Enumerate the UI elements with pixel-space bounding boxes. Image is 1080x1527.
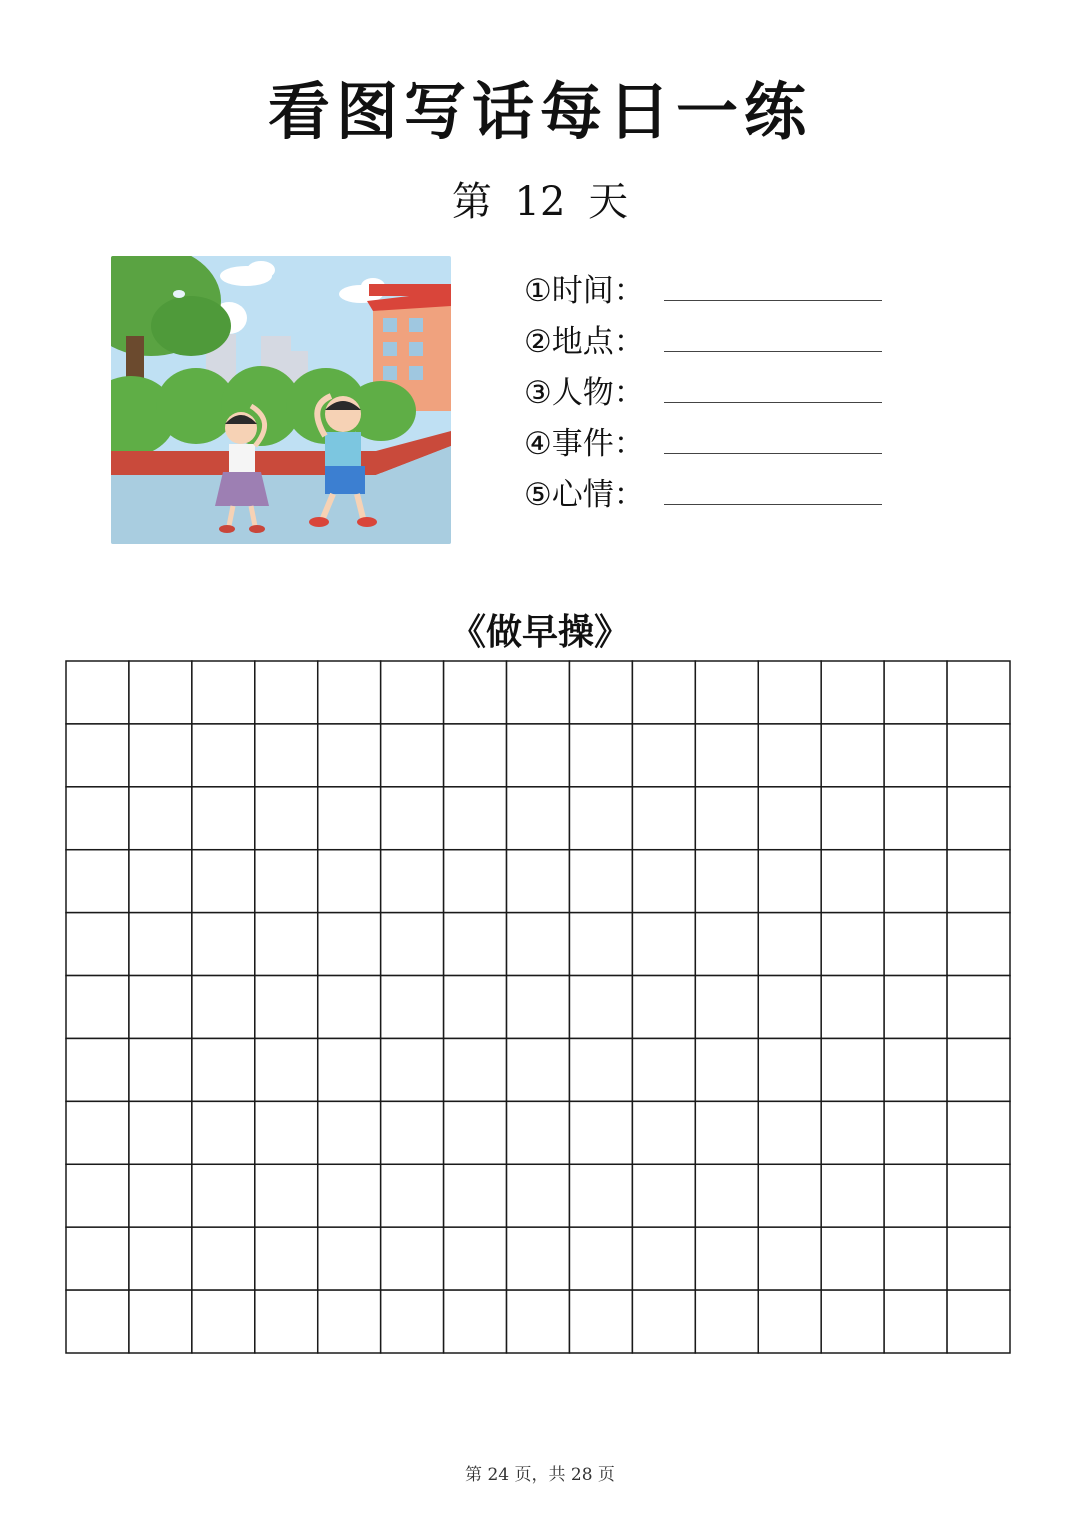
grid-cell[interactable]	[569, 850, 632, 913]
grid-cell[interactable]	[192, 661, 255, 724]
grid-cell[interactable]	[821, 1290, 884, 1353]
grid-cell[interactable]	[255, 661, 318, 724]
grid-cell[interactable]	[821, 1038, 884, 1101]
grid-cell[interactable]	[758, 1227, 821, 1290]
grid-cell[interactable]	[758, 787, 821, 850]
grid-cell[interactable]	[255, 1227, 318, 1290]
grid-cell[interactable]	[444, 787, 507, 850]
grid-cell[interactable]	[129, 1101, 192, 1164]
grid-cell[interactable]	[255, 976, 318, 1039]
grid-cell[interactable]	[192, 850, 255, 913]
grid-cell[interactable]	[569, 787, 632, 850]
grid-cell[interactable]	[695, 661, 758, 724]
grid-cell[interactable]	[758, 1038, 821, 1101]
question-label: ⑤心情：	[524, 477, 645, 513]
grid-cell[interactable]	[381, 1290, 444, 1353]
grid-cell[interactable]	[129, 1038, 192, 1101]
grid-cell[interactable]	[129, 787, 192, 850]
grid-cell[interactable]	[884, 1227, 947, 1290]
grid-cell[interactable]	[318, 787, 381, 850]
question-list	[524, 262, 924, 517]
grid-cell[interactable]	[632, 850, 695, 913]
grid-cell[interactable]	[695, 1290, 758, 1353]
grid-cell[interactable]	[821, 913, 884, 976]
grid-cell[interactable]	[192, 787, 255, 850]
grid-cell[interactable]	[695, 1164, 758, 1227]
grid-cell[interactable]	[66, 724, 129, 787]
grid-cell[interactable]	[444, 661, 507, 724]
grid-cell[interactable]	[444, 850, 507, 913]
grid-cell[interactable]	[66, 850, 129, 913]
question-label: ①时间：	[524, 273, 645, 309]
grid-cell[interactable]	[947, 913, 1010, 976]
grid-cell[interactable]	[318, 1164, 381, 1227]
grid-cell[interactable]	[947, 661, 1010, 724]
grid-cell[interactable]	[66, 1038, 129, 1101]
grid-cell[interactable]	[255, 913, 318, 976]
grid-cell[interactable]	[318, 1038, 381, 1101]
grid-cell[interactable]	[381, 913, 444, 976]
answer-line[interactable]	[664, 453, 882, 454]
grid-cell[interactable]	[569, 976, 632, 1039]
question-label: ④事件：	[524, 426, 645, 462]
grid-cell[interactable]	[947, 1227, 1010, 1290]
grid-cell[interactable]	[569, 661, 632, 724]
grid-cell[interactable]	[318, 724, 381, 787]
grid-cell[interactable]	[507, 850, 570, 913]
grid-cell[interactable]	[507, 913, 570, 976]
grid-cell[interactable]	[192, 1227, 255, 1290]
grid-cell[interactable]	[444, 913, 507, 976]
writing-grid[interactable]	[65, 660, 1011, 1354]
grid-cell[interactable]	[507, 1038, 570, 1101]
grid-cell[interactable]	[569, 1290, 632, 1353]
grid-cell[interactable]	[66, 1227, 129, 1290]
grid-cell[interactable]	[129, 1164, 192, 1227]
grid-cell[interactable]	[821, 850, 884, 913]
grid-cell[interactable]	[381, 1038, 444, 1101]
grid-cell[interactable]	[632, 724, 695, 787]
grid-cell[interactable]	[632, 1038, 695, 1101]
grid-cell[interactable]	[318, 661, 381, 724]
grid-cell[interactable]	[66, 1164, 129, 1227]
grid-cell[interactable]	[381, 787, 444, 850]
grid-cell[interactable]	[507, 1101, 570, 1164]
grid-cell[interactable]	[255, 787, 318, 850]
page-footer: 第 24 页，共 28 页	[465, 1465, 615, 1485]
grid-cell[interactable]	[507, 1290, 570, 1353]
grid-cell[interactable]	[381, 661, 444, 724]
grid-cell[interactable]	[569, 1038, 632, 1101]
story-title: 《做早操》	[449, 611, 630, 653]
grid-cell[interactable]	[884, 1290, 947, 1353]
grid-cell[interactable]	[318, 850, 381, 913]
day-label: 第 12 天	[451, 179, 629, 225]
grid-cell[interactable]	[758, 724, 821, 787]
grid-cell[interactable]	[129, 1227, 192, 1290]
grid-cell[interactable]	[444, 1290, 507, 1353]
grid-cell[interactable]	[632, 1101, 695, 1164]
grid-cell[interactable]	[444, 1227, 507, 1290]
grid-cell[interactable]	[695, 787, 758, 850]
illustration-morning-exercise	[111, 256, 451, 544]
grid-cell[interactable]	[255, 1101, 318, 1164]
grid-cell[interactable]	[318, 1290, 381, 1353]
grid-cell[interactable]	[632, 661, 695, 724]
answer-line[interactable]	[664, 300, 882, 301]
grid-cell[interactable]	[758, 1164, 821, 1227]
grid-cell[interactable]	[318, 1101, 381, 1164]
grid-cell[interactable]	[129, 976, 192, 1039]
grid-cell[interactable]	[947, 724, 1010, 787]
grid-cell[interactable]	[569, 1164, 632, 1227]
grid-cell[interactable]	[255, 1290, 318, 1353]
grid-cell[interactable]	[884, 1038, 947, 1101]
grid-cell[interactable]	[507, 1227, 570, 1290]
grid-cell[interactable]	[507, 724, 570, 787]
grid-cell[interactable]	[318, 913, 381, 976]
grid-cell[interactable]	[821, 1227, 884, 1290]
grid-cell[interactable]	[507, 661, 570, 724]
grid-cell[interactable]	[821, 724, 884, 787]
grid-cell[interactable]	[632, 787, 695, 850]
grid-cell[interactable]	[444, 1101, 507, 1164]
grid-cell[interactable]	[255, 850, 318, 913]
grid-cell[interactable]	[884, 850, 947, 913]
grid-cell[interactable]	[695, 1101, 758, 1164]
grid-cell[interactable]	[318, 1227, 381, 1290]
grid-cell[interactable]	[758, 976, 821, 1039]
grid-cell[interactable]	[444, 976, 507, 1039]
grid-cell[interactable]	[66, 913, 129, 976]
grid-cell[interactable]	[947, 1038, 1010, 1101]
grid-cell[interactable]	[381, 1227, 444, 1290]
grid-cell[interactable]	[884, 1101, 947, 1164]
grid-cell[interactable]	[884, 913, 947, 976]
grid-cell[interactable]	[381, 1164, 444, 1227]
grid-cell[interactable]	[947, 1101, 1010, 1164]
grid-cell[interactable]	[192, 1164, 255, 1227]
grid-cell[interactable]	[947, 787, 1010, 850]
grid-cell[interactable]	[255, 1038, 318, 1101]
grid-cell[interactable]	[758, 913, 821, 976]
grid-cell[interactable]	[507, 787, 570, 850]
grid-cell[interactable]	[947, 1164, 1010, 1227]
grid-cell[interactable]	[632, 1290, 695, 1353]
grid-cell[interactable]	[569, 724, 632, 787]
grid-cell[interactable]	[632, 976, 695, 1039]
grid-cell[interactable]	[192, 1290, 255, 1353]
grid-cell[interactable]	[129, 724, 192, 787]
grid-cell[interactable]	[255, 1164, 318, 1227]
grid-cell[interactable]	[129, 850, 192, 913]
grid-cell[interactable]	[758, 1101, 821, 1164]
grid-cell[interactable]	[381, 1101, 444, 1164]
grid-cell[interactable]	[569, 1101, 632, 1164]
grid-cell[interactable]	[66, 1101, 129, 1164]
grid-cell[interactable]	[821, 1164, 884, 1227]
grid-cell[interactable]	[192, 1038, 255, 1101]
grid-cell[interactable]	[381, 724, 444, 787]
grid-cell[interactable]	[381, 850, 444, 913]
grid-cell[interactable]	[66, 661, 129, 724]
grid-cell[interactable]	[821, 661, 884, 724]
grid-cell[interactable]	[758, 850, 821, 913]
grid-cell[interactable]	[381, 976, 444, 1039]
grid-cell[interactable]	[192, 724, 255, 787]
grid-cell[interactable]	[821, 1101, 884, 1164]
grid-cell[interactable]	[318, 976, 381, 1039]
grid-cell[interactable]	[632, 1164, 695, 1227]
grid-cell[interactable]	[884, 724, 947, 787]
grid-cell[interactable]	[821, 787, 884, 850]
grid-cell[interactable]	[66, 1290, 129, 1353]
grid-cell[interactable]	[695, 1038, 758, 1101]
question-label: ②地点：	[524, 324, 645, 360]
question-people	[524, 364, 924, 415]
grid-cell[interactable]	[444, 724, 507, 787]
grid-cell[interactable]	[192, 976, 255, 1039]
grid-cell[interactable]	[758, 661, 821, 724]
question-time	[524, 262, 924, 313]
grid-cell[interactable]	[947, 1290, 1010, 1353]
grid-cell[interactable]	[444, 1164, 507, 1227]
grid-cell[interactable]	[632, 913, 695, 976]
grid-cell[interactable]	[569, 1227, 632, 1290]
answer-line[interactable]	[664, 351, 882, 352]
grid-cell[interactable]	[632, 1227, 695, 1290]
grid-cell[interactable]	[444, 1038, 507, 1101]
grid-cell[interactable]	[507, 1164, 570, 1227]
worksheet-title: 看图写话每日一练	[267, 75, 812, 148]
grid-cell[interactable]	[129, 661, 192, 724]
question-mood	[524, 466, 924, 517]
question-label: ③人物：	[524, 375, 645, 411]
grid-cell[interactable]	[884, 661, 947, 724]
grid-cell[interactable]	[695, 724, 758, 787]
grid-cell[interactable]	[695, 976, 758, 1039]
grid-cell[interactable]	[129, 1290, 192, 1353]
question-event	[524, 415, 924, 466]
grid-cell[interactable]	[66, 787, 129, 850]
grid-cell[interactable]	[66, 976, 129, 1039]
grid-cell[interactable]	[821, 976, 884, 1039]
grid-cell[interactable]	[884, 787, 947, 850]
grid-cell[interactable]	[192, 1101, 255, 1164]
answer-line[interactable]	[664, 504, 882, 505]
grid-cell[interactable]	[192, 913, 255, 976]
grid-cell[interactable]	[255, 724, 318, 787]
grid-cell[interactable]	[884, 976, 947, 1039]
grid-cell[interactable]	[947, 976, 1010, 1039]
question-place	[524, 313, 924, 364]
grid-cell[interactable]	[507, 976, 570, 1039]
grid-cell[interactable]	[695, 850, 758, 913]
grid-cell[interactable]	[758, 1290, 821, 1353]
grid-cell[interactable]	[884, 1164, 947, 1227]
grid-cell[interactable]	[947, 850, 1010, 913]
grid-cell[interactable]	[129, 913, 192, 976]
grid-cell[interactable]	[695, 913, 758, 976]
grid-cell[interactable]	[695, 1227, 758, 1290]
answer-line[interactable]	[664, 402, 882, 403]
grid-cell[interactable]	[569, 913, 632, 976]
